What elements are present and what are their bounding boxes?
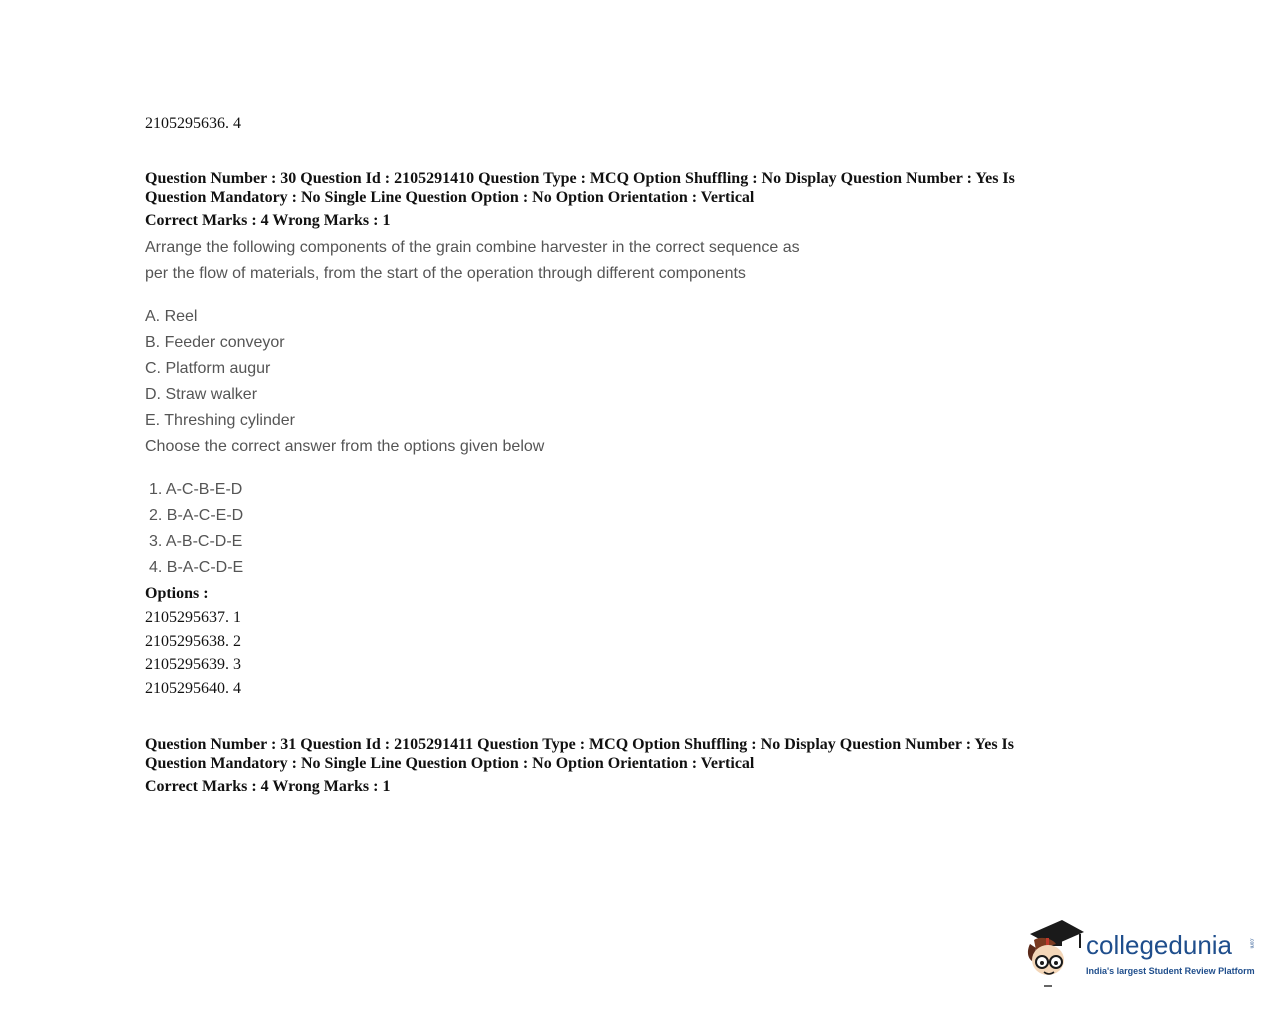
- q30-header: [145, 169, 1105, 207]
- logo-suffix: .com: [1248, 937, 1255, 949]
- q30-item-b: B. Feeder conveyor: [145, 334, 285, 351]
- logo-name: collegedunia: [1086, 930, 1233, 960]
- q30-option-4: 2105295640. 4: [145, 680, 241, 697]
- q30-question-line2: per the flow of materials, from the start of the operation through different components: [145, 265, 746, 282]
- prev-question-option-4: 2105295636. 4: [145, 115, 241, 132]
- q31-header: [145, 735, 1105, 773]
- q30-item-a: A. Reel: [145, 308, 198, 325]
- q30-marks: Correct Marks : 4 Wrong Marks : 1: [145, 212, 391, 229]
- q30-option-1: 2105295637. 1: [145, 609, 241, 626]
- q30-instruction: Choose the correct answer from the options given below: [145, 438, 545, 455]
- collegedunia-logo: [1022, 918, 1262, 990]
- q30-question-line1: Arrange the following components of the grain combine harvester in the correct sequence as: [145, 239, 800, 256]
- q30-option-3: 2105295639. 3: [145, 656, 241, 673]
- q30-header-line2: Question Mandatory : No Single Line Question Option : No Option Orientation : Vertical: [145, 189, 755, 206]
- q30-header-line1: Question Number : 30 Question Id : 2105291410 Question Type : MCQ Option Shuffling : No Display Question Number : Yes Is: [145, 170, 1015, 187]
- logo-tagline: India's largest Student Review Platform: [1086, 966, 1255, 976]
- q30-choice-3: 3. A-B-C-D-E: [149, 533, 243, 550]
- q30-choice-1: 1. A-C-B-E-D: [149, 481, 243, 498]
- q30-options-label: Options :: [145, 585, 209, 602]
- q30-choice-2: 2. B-A-C-E-D: [149, 507, 244, 524]
- q31-marks: Correct Marks : 4 Wrong Marks : 1: [145, 778, 391, 795]
- q31-header-line2: Question Mandatory : No Single Line Question Option : No Option Orientation : Vertical: [145, 755, 755, 772]
- q30-item-c: C. Platform augur: [145, 360, 271, 377]
- q30-choice-4: 4. B-A-C-D-E: [149, 559, 244, 576]
- q30-item-d: D. Straw walker: [145, 386, 258, 403]
- q30-option-2: 2105295638. 2: [145, 633, 241, 650]
- q30-item-e: E. Threshing cylinder: [145, 412, 295, 429]
- q31-header-line1: Question Number : 31 Question Id : 2105291411 Question Type : MCQ Option Shuffling : No Display Question Number : Yes Is: [145, 736, 1014, 753]
- student-mascot-icon: [1022, 918, 1086, 990]
